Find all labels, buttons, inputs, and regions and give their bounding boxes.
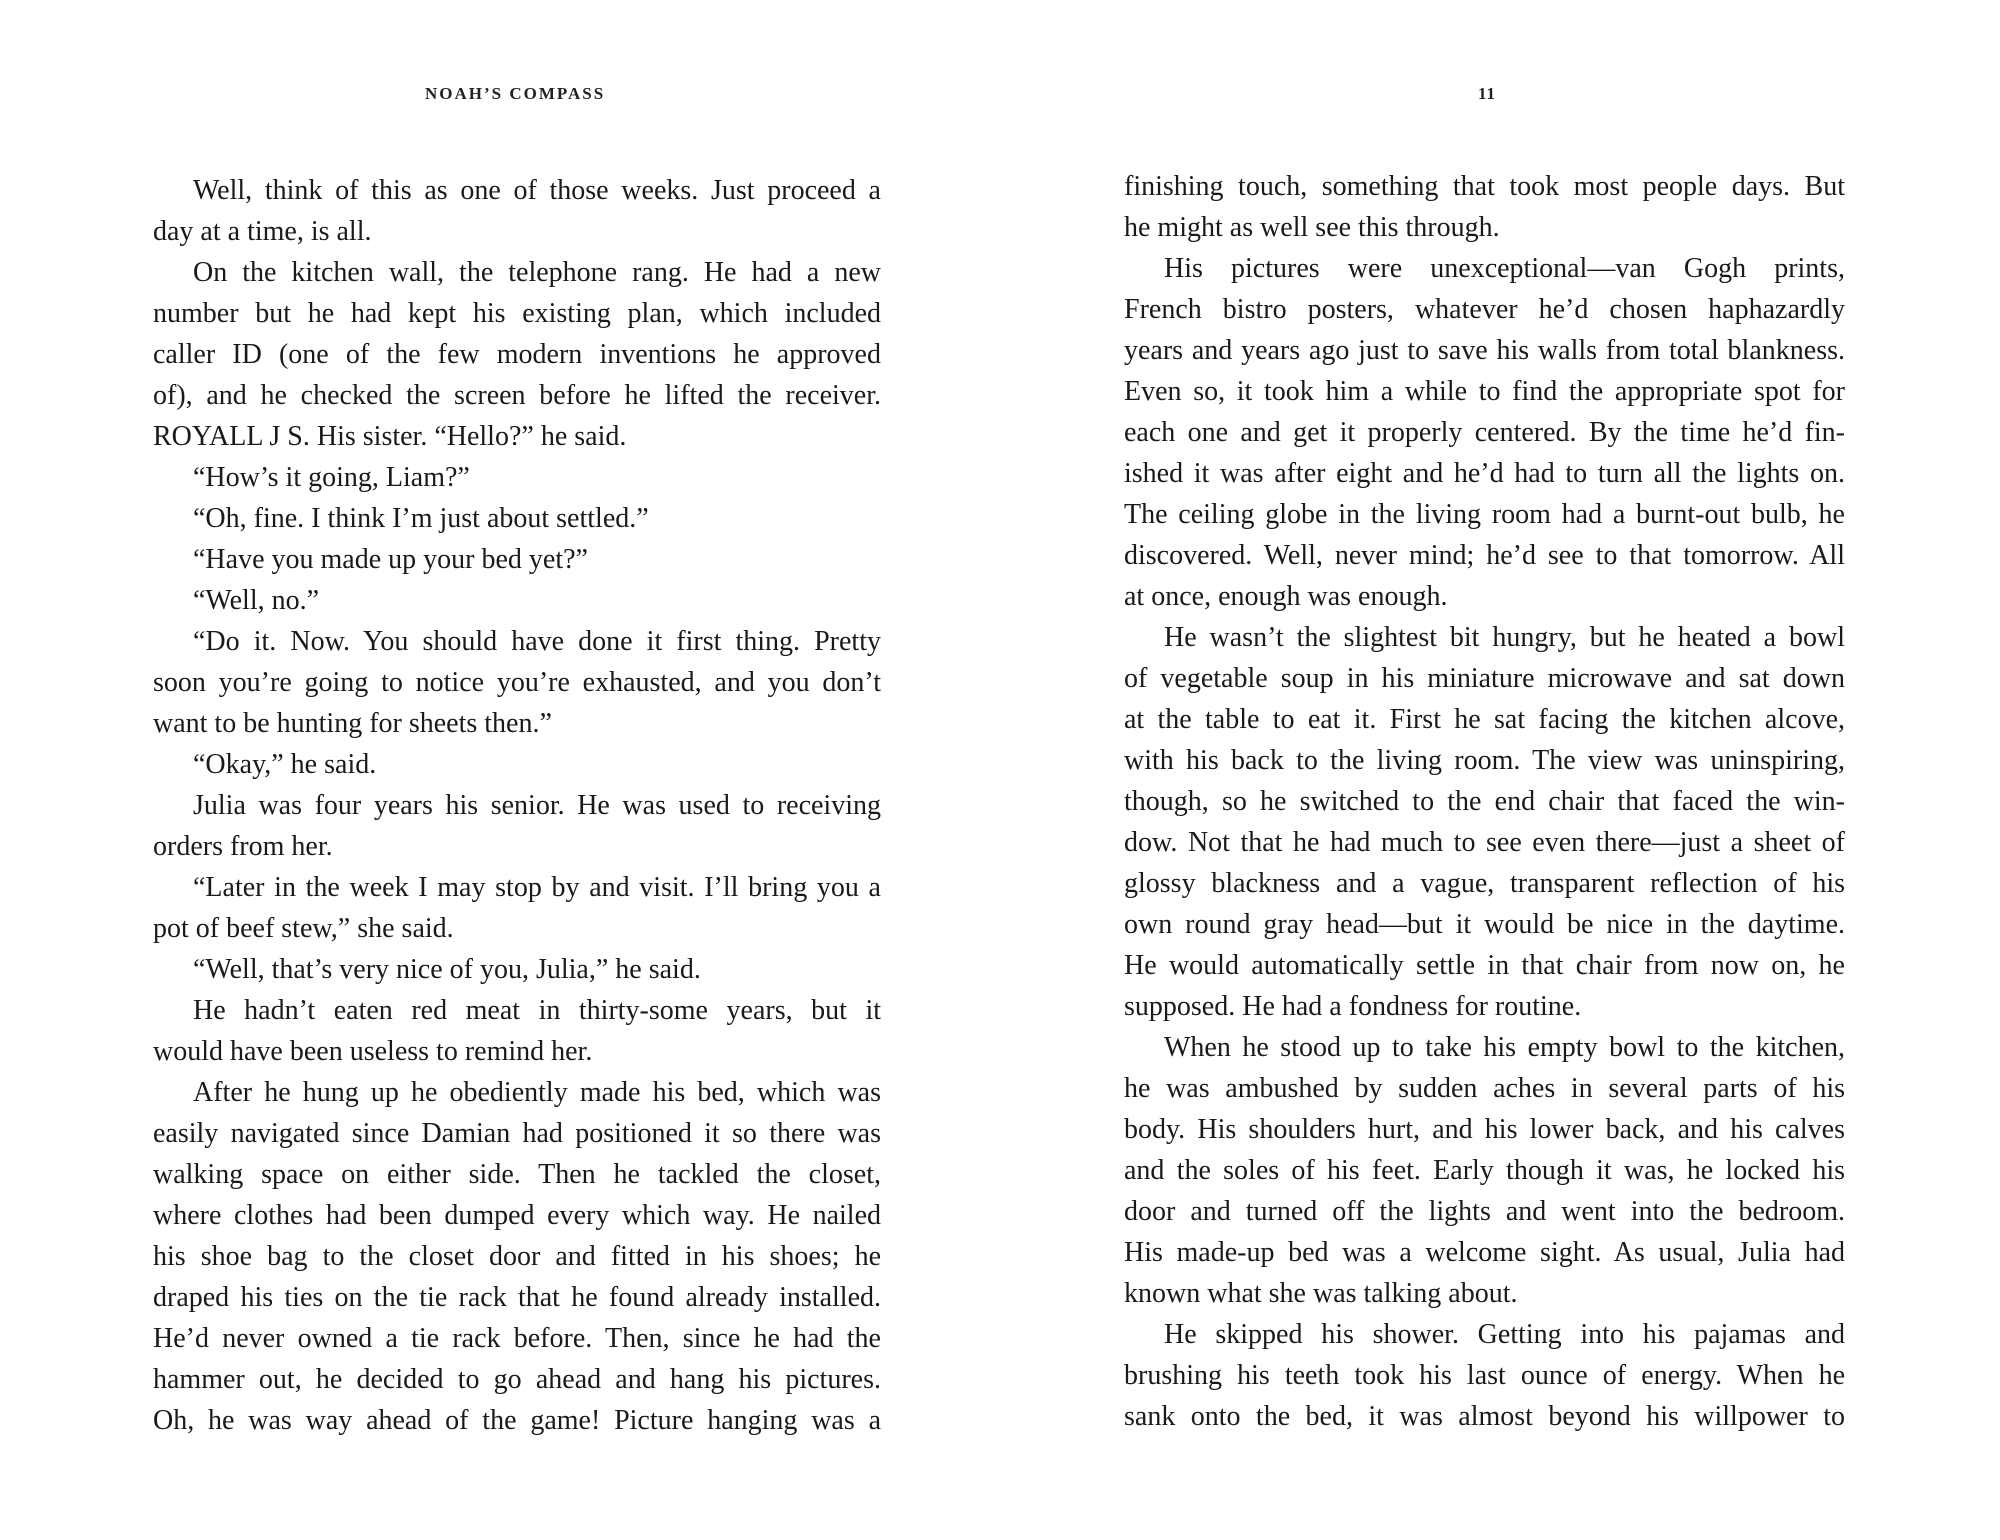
text-line: with his back to the living room. The view was uninspiring, — [1124, 745, 1845, 776]
text-line: would have been useless to remind her. — [153, 1036, 593, 1067]
text-line: brushing his teeth took his last ounce of energy. When he — [1124, 1360, 1845, 1391]
text-line: at once, enough was enough. — [1124, 581, 1448, 612]
right-page-text — [1124, 166, 1845, 1437]
page-number: 11 — [1478, 84, 1497, 103]
text-line: “Well, no.” — [193, 585, 320, 616]
text-line: at the table to eat it. First he sat facing the kitchen alcove, — [1124, 704, 1845, 735]
text-line: his shoe bag to the closet door and fitted in his shoes; he — [153, 1241, 881, 1272]
text-line: he was ambushed by sudden aches in several parts of his — [1124, 1073, 1845, 1104]
text-line: body. His shoulders hurt, and his lower back, and his calves — [1124, 1114, 1845, 1145]
text-line: caller ID (one of the few modern inventions he approved — [153, 339, 881, 370]
text-line: he might as well see this through. — [1124, 212, 1500, 243]
text-line: He wasn’t the slightest bit hungry, but he heated a bowl — [1164, 622, 1845, 653]
text-line: easily navigated since Damian had positioned it so there was — [153, 1118, 881, 1149]
text-line: “Do it. Now. You should have done it first thing. Pretty — [193, 626, 881, 657]
text-line: sank onto the bed, it was almost beyond his willpower to — [1124, 1401, 1845, 1432]
text-line: His made-up bed was a welcome sight. As usual, Julia had — [1124, 1237, 1845, 1268]
text-line: Oh, he was way ahead of the game! Picture hanging was a — [153, 1405, 881, 1436]
text-line: He’d never owned a tie rack before. Then, since he had the — [153, 1323, 881, 1354]
text-line: dow. Not that he had much to see even there—just a sheet of — [1124, 827, 1845, 858]
text-line: “Well, that’s very nice of you, Julia,” he said. — [193, 954, 701, 985]
text-line: draped his ties on the tie rack that he found already installed. — [153, 1282, 881, 1313]
running-head: NOAH’S COMPASS — [425, 84, 606, 103]
text-line: door and turned off the lights and went into the bedroom. — [1124, 1196, 1845, 1227]
text-line: glossy blackness and a vague, transparent reflection of his — [1124, 868, 1845, 899]
text-line: soon you’re going to notice you’re exhausted, and you don’t — [153, 667, 881, 698]
left-page-text — [153, 170, 881, 1441]
text-line: “Later in the week I may stop by and visit. I’ll bring you a — [193, 872, 881, 903]
text-line: walking space on either side. Then he tackled the closet, — [153, 1159, 881, 1190]
text-line: where clothes had been dumped every which way. He nailed — [153, 1200, 881, 1231]
text-line: Well, think of this as one of those weeks. Just proceed a — [193, 175, 881, 206]
text-line: day at a time, is all. — [153, 216, 372, 247]
text-line: hammer out, he decided to go ahead and hang his pictures. — [153, 1364, 881, 1395]
text-line: “How’s it going, Liam?” — [193, 462, 470, 493]
text-line: though, so he switched to the end chair that faced the win- — [1124, 786, 1845, 817]
text-line: After he hung up he obediently made his bed, which was — [193, 1077, 881, 1108]
text-line: number but he had kept his existing plan, which included — [153, 298, 881, 329]
text-line: ROYALL J S. His sister. “Hello?” he said. — [153, 421, 627, 452]
text-line: orders from her. — [153, 831, 333, 862]
text-line: “Okay,” he said. — [193, 749, 377, 780]
text-line: want to be hunting for sheets then.” — [153, 708, 552, 739]
text-line: ished it was after eight and he’d had to turn all the lights on. — [1124, 458, 1845, 489]
text-line: The ceiling globe in the living room had a burnt-out bulb, he — [1124, 499, 1845, 530]
text-line: When he stood up to take his empty bowl to the kitchen, — [1164, 1032, 1845, 1063]
text-line: “Have you made up your bed yet?” — [193, 544, 588, 575]
text-line: each one and get it properly centered. By the time he’d fin- — [1124, 417, 1845, 448]
text-line: of vegetable soup in his miniature microwave and sat down — [1124, 663, 1845, 694]
right-page — [1000, 0, 2000, 1540]
text-line: Even so, it took him a while to find the appropriate spot for — [1124, 376, 1845, 407]
text-line: and the soles of his feet. Early though it was, he locked his — [1124, 1155, 1845, 1186]
text-line: “Oh, fine. I think I’m just about settled.” — [193, 503, 649, 534]
text-line: finishing touch, something that took most people days. But — [1124, 171, 1845, 202]
text-line: His pictures were unexceptional—van Gogh prints, — [1164, 253, 1845, 284]
text-line: French bistro posters, whatever he’d chosen haphazardly — [1124, 294, 1845, 325]
text-line: Julia was four years his senior. He was used to receiving — [193, 790, 881, 821]
text-line: own round gray head—but it would be nice in the daytime. — [1124, 909, 1845, 940]
text-line: discovered. Well, never mind; he’d see to that tomorrow. All — [1124, 540, 1845, 571]
text-line: He skipped his shower. Getting into his pajamas and — [1164, 1319, 1845, 1350]
text-line: pot of beef stew,” she said. — [153, 913, 454, 944]
text-line: He hadn’t eaten red meat in thirty-some years, but it — [193, 995, 881, 1026]
text-line: He would automatically settle in that chair from now on, he — [1124, 950, 1845, 981]
text-line: of), and he checked the screen before he lifted the receiver. — [153, 380, 881, 411]
text-line: supposed. He had a fondness for routine. — [1124, 991, 1582, 1022]
text-line: years and years ago just to save his walls from total blankness. — [1124, 335, 1845, 366]
text-line: known what she was talking about. — [1124, 1278, 1518, 1309]
text-line: On the kitchen wall, the telephone rang. He had a new — [193, 257, 881, 288]
